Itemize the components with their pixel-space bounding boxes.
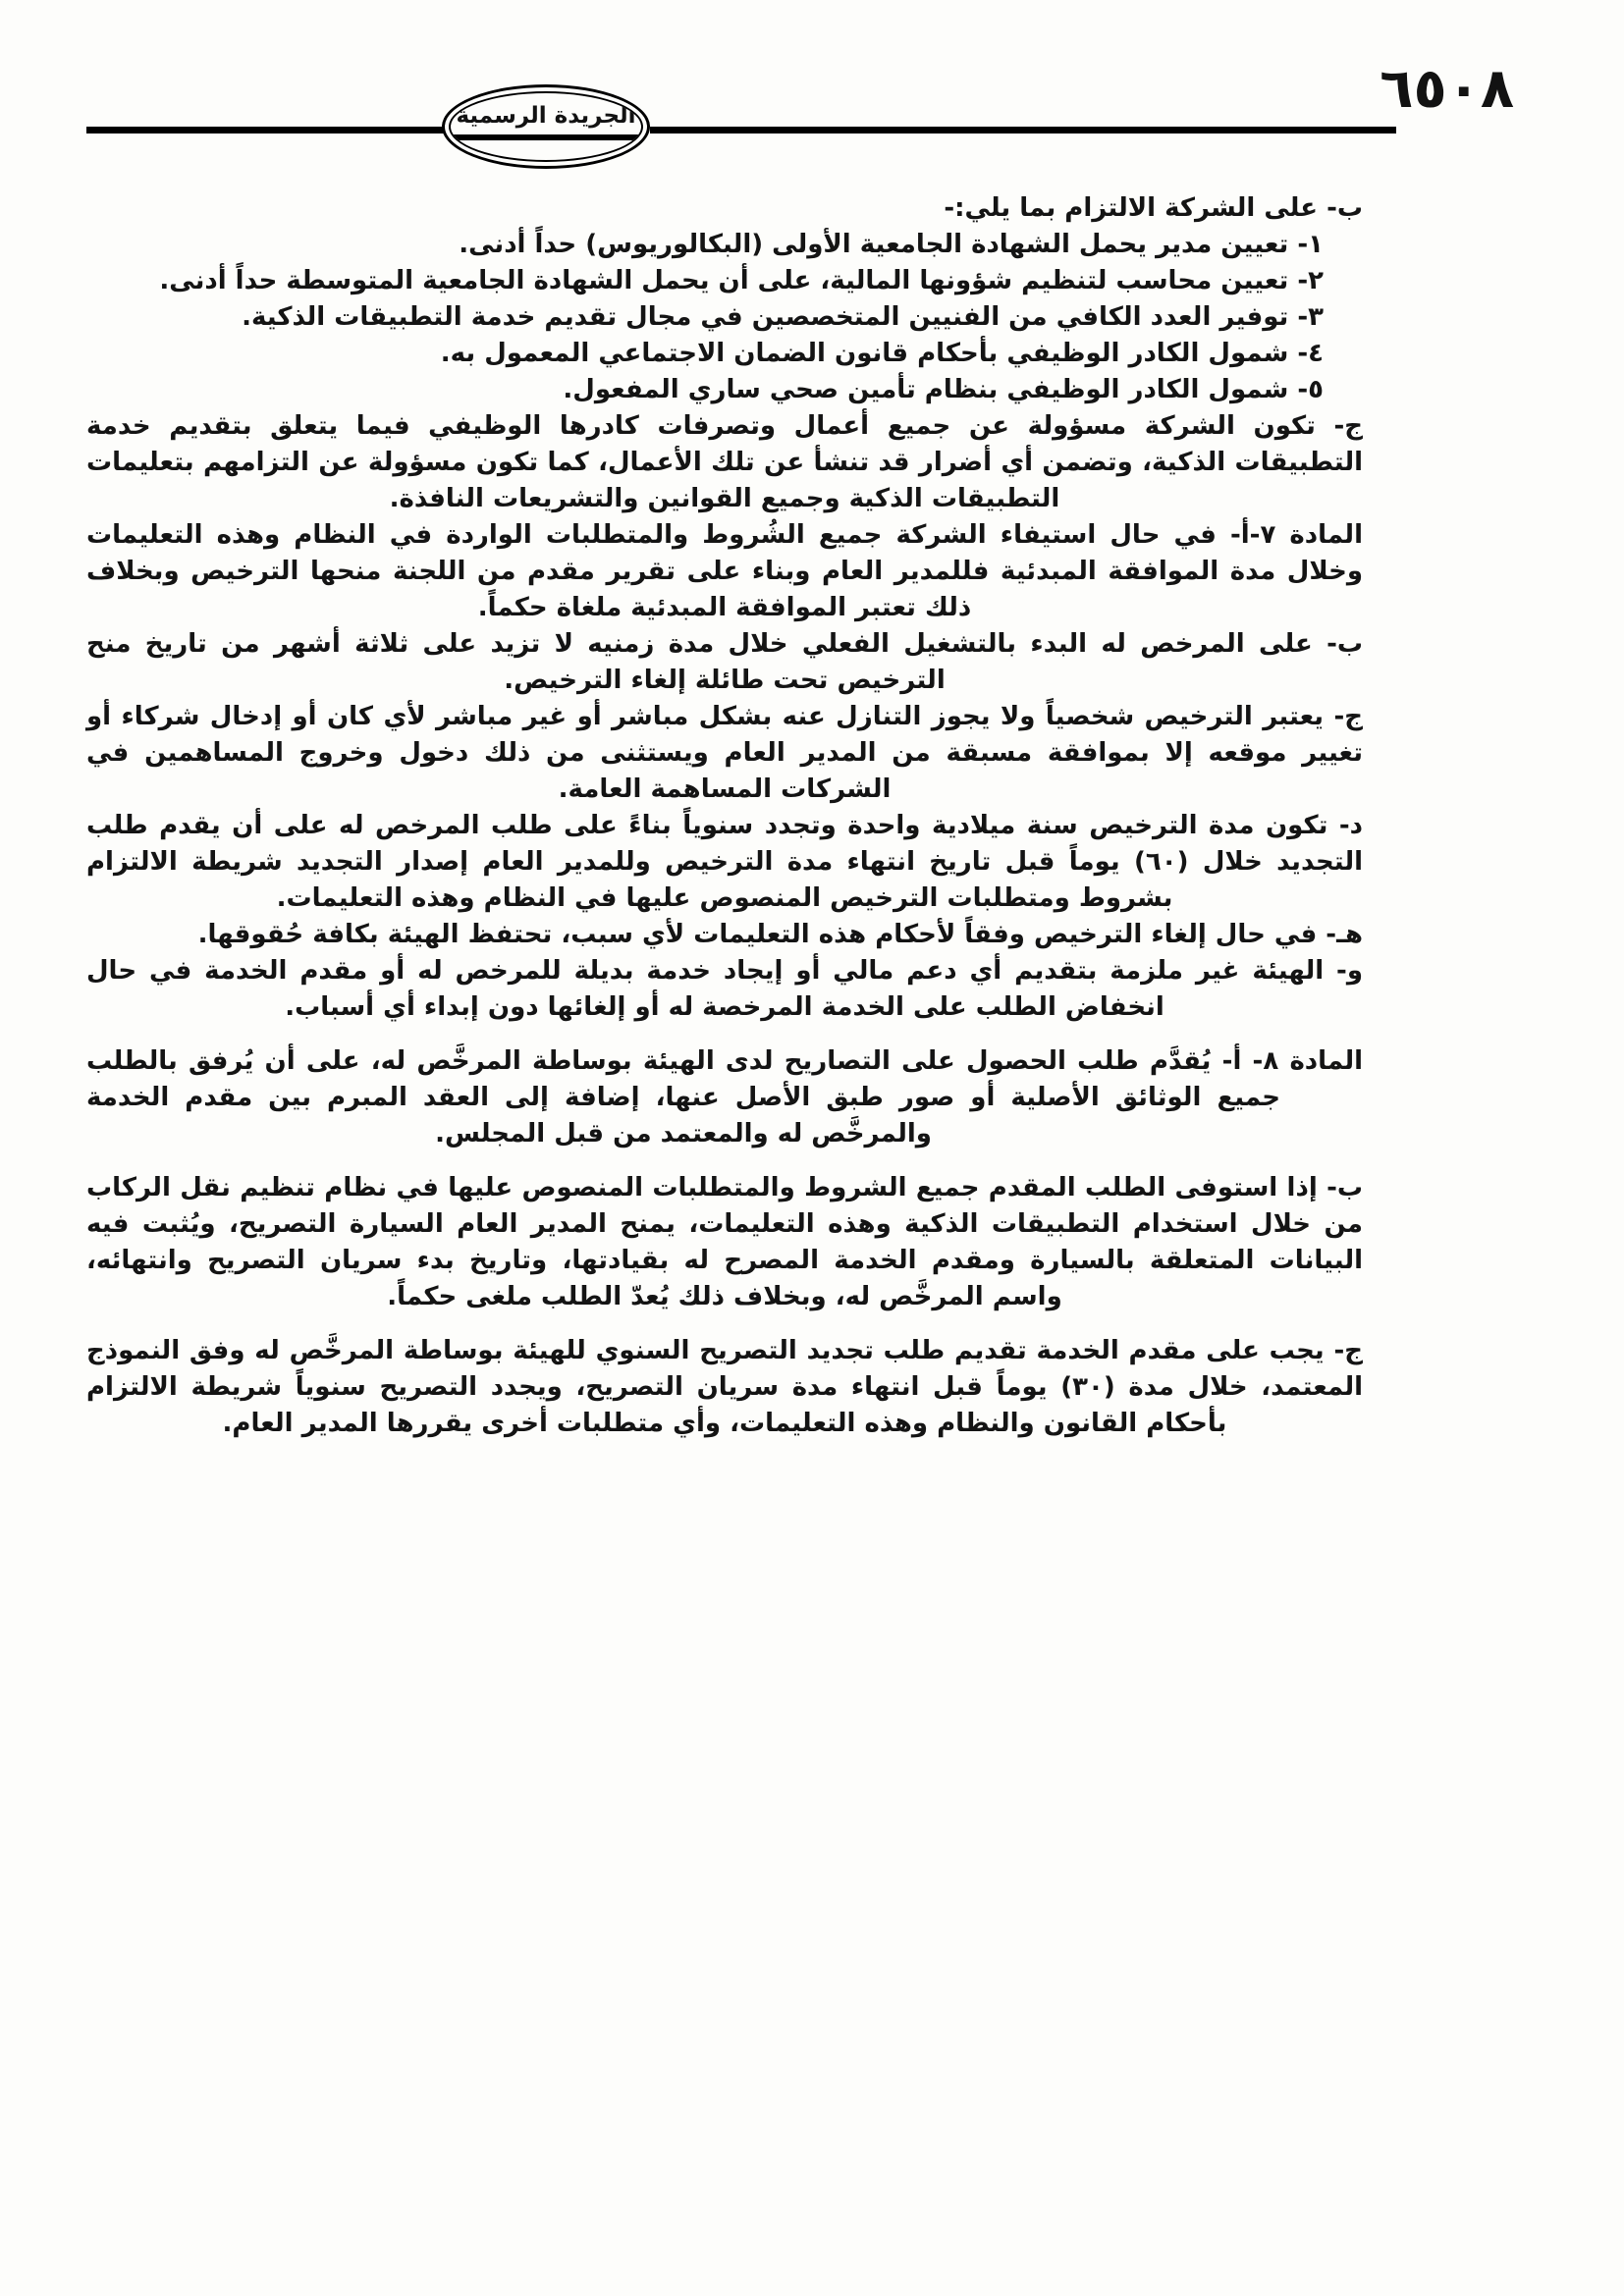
item-4: ٤- شمول الكادر الوظيفي بأحكام قانون الضمان الاجتماعي المعمول به. xyxy=(440,339,1324,368)
page-number: ٦٥٠٨ xyxy=(1380,57,1514,121)
article-7-a: المادة ٧-أ- في حال استيفاء الشركة جميع الشُروط والمتطلبات الواردة في النظام وهذه التعليمات وخلال مدة الموافقة المبدئية فللمدير العام وبناء على تقرير مقدم من اللجنة منحها الترخيص وبخلاف ذلك تعتبر الموافقة المبدئية ملغاة حكماً. xyxy=(86,520,1363,622)
item-3: ٣- توفير العدد الكافي من الفنيين المتخصصين في مجال تقديم خدمة التطبيقات الذكية. xyxy=(242,302,1324,332)
article-7-j: ج- يعتبر الترخيص شخصياً ولا يجوز التنازل عنه بشكل مباشر أو غير مباشر لأي كان أو إدخال شركاء أو تغيير موقعه إلا بموافقة مسبقة من المدير العام ويستثنى من ذلك دخول وخروج المساهمين في الشركات المساهمة العامة. xyxy=(86,702,1363,804)
gazette-title-oval xyxy=(442,84,650,169)
article-7-w: و- الهيئة غير ملزمة بتقديم أي دعم مالي أو إيجاد خدمة بديلة للمرخص له أو مقدم الخدمة في حال انخفاض الطلب على الخدمة المرخصة له أو إلغائها دون إبداء أي أسباب. xyxy=(86,956,1363,1022)
clause-j-liability: ج- تكون الشركة مسؤولة عن جميع أعمال وتصرفات كادرها الوظيفي فيما يتعلق بتقديم خدمة التطبيقات الذكية، وتضمن أي أضرار قد تنشأ عن تلك الأعمال، كما تكون مسؤولة عن التزامهم بتعليمات التطبيقات الذكية وجميع القوانين والتشريعات النافذة. xyxy=(86,411,1363,513)
article-8-a: المادة ٨- أ- يُقدَّم طلب الحصول على التصاريح لدى الهيئة بوساطة المرخَّص له، على أن يُرفق بالطلب جميع الوثائق الأصلية أو صور طبق الأصل عنها، إضافة إلى العقد المبرم بين مقدم الخدمة والمرخَّص له والمعتمد من قبل المجلس. xyxy=(86,1046,1363,1148)
item-5: ٥- شمول الكادر الوظيفي بنظام تأمين صحي ساري المفعول. xyxy=(563,375,1324,404)
item-2: ٢- تعيين محاسب لتنظيم شؤونها المالية، على أن يحمل الشهادة الجامعية المتوسطة حداً أدنى. xyxy=(159,266,1324,295)
article-8-j: ج- يجب على مقدم الخدمة تقديم طلب تجديد التصريح السنوي للهيئة بوساطة المرخَّص له وفق النموذج المعتمد، خلال مدة (٣٠) يوماً قبل انتهاء مدة سريان التصريح، ويجدد التصريح سنوياً شريطة الالتزام بأحكام القانون والنظام وهذه التعليمات، وأي متطلبات أخرى يقررها المدير العام. xyxy=(86,1336,1363,1438)
article-7-h: هـ- في حال إلغاء الترخيص وفقاً لأحكام هذه التعليمات لأي سبب، تحتفظ الهيئة بكافة حُقوقها. xyxy=(197,920,1363,949)
item-1: ١- تعيين مدير يحمل الشهادة الجامعية الأولى (البكالوريوس) حداً أدنى. xyxy=(459,230,1324,259)
gazette-title: الجريدة الرسمية xyxy=(456,103,636,129)
header-rule-right-segment xyxy=(650,127,1396,133)
clause-b-intro: ب- على الشركة الالتزام بما يلي:- xyxy=(944,193,1363,223)
article-7-b: ب- على المرخص له البدء بالتشغيل الفعلي خلال مدة زمنيه لا تزيد على ثلاثة أشهر من تاريخ منح الترخيص تحت طائلة إلغاء الترخيص. xyxy=(86,629,1363,695)
document-body xyxy=(86,190,1363,1442)
article-7-d: د- تكون مدة الترخيص سنة ميلادية واحدة وتجدد سنوياً بناءً على طلب المرخص له على أن يقدم طلب التجديد خلال (٦٠) يوماً قبل تاريخ انتهاء مدة الترخيص وللمدير العام إصدار التجديد شريطة الالتزام بشروط ومتطلبات الترخيص المنصوص عليها في النظام وهذه التعليمات. xyxy=(86,811,1363,913)
header-rule-left-segment xyxy=(86,127,444,133)
gazette-title-oval-inner xyxy=(449,91,643,162)
article-8-b: ب- إذا استوفى الطلب المقدم جميع الشروط والمتطلبات المنصوص عليها في نظام تنظيم نقل الركاب من خلال استخدام التطبيقات الذكية وهذه التعليمات، يمنح المدير العام السيارة التصريح، ويُثبت فيه البيانات المتعلقة بالسيارة ومقدم الخدمة المصرح له بقيادتها، وتاريخ بدء سريان التصريح وانتهائه، واسم المرخَّص له، وبخلاف ذلك يُعدّ الطلب ملغى حكماً. xyxy=(86,1173,1363,1311)
gazette-title-underline xyxy=(451,134,641,140)
